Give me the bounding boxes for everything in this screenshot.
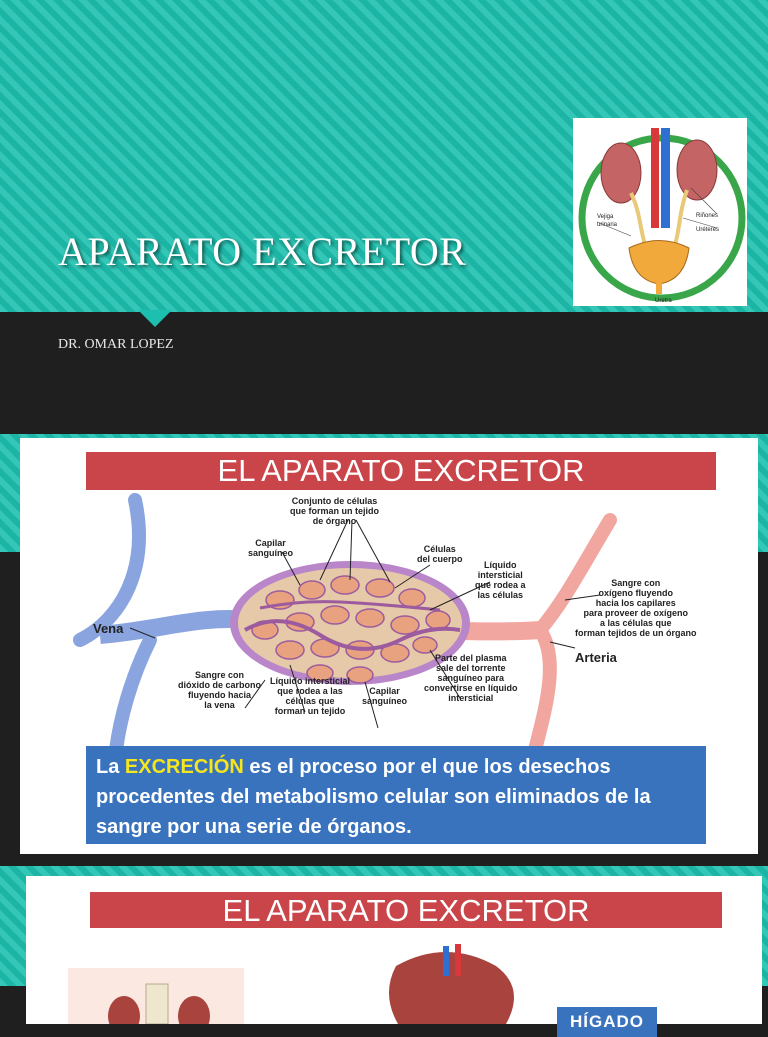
excretion-definition (86, 746, 706, 844)
definition-rest: es el proceso por el que los desechos procedentes del metabolismo celular son eliminados de la sangre por una serie de órganos. (96, 756, 651, 838)
slide3-content (26, 876, 762, 1031)
slide2-banner: EL APARATO EXCRETOR (86, 452, 716, 490)
label-liquido-top: Líquido intersticial que rodea a las células (475, 560, 526, 600)
slide2-content (20, 438, 758, 854)
slide3-illustrations (26, 876, 762, 1024)
label-conjunto-celulas: Conjunto de células que forman un tejido de órgano (290, 496, 379, 526)
excretory-system-thumbnail (573, 118, 747, 306)
author-subtitle: DR. OMAR LOPEZ (58, 337, 174, 352)
thumb-label-vejiga: Vejiga (597, 214, 614, 220)
title-slide-dark-band (0, 312, 768, 434)
higado-label: HÍGADO (557, 1007, 657, 1037)
label-sangre-oxigeno: Sangre con oxígeno fluyendo hacia los capilares para proveer de oxígeno a las células que forman tejidos de un órgano (575, 578, 697, 638)
definition-highlight: EXCRECIÓN (124, 756, 244, 778)
slide3-banner: EL APARATO EXCRETOR (90, 892, 722, 928)
title-notch (138, 310, 172, 327)
thumb-label-urinaria: urinaria (597, 222, 618, 228)
capillary-diagram (20, 490, 758, 790)
label-arteria: Arteria (575, 650, 617, 665)
thumb-label-rinones: Riñones (696, 213, 719, 219)
definition-prefix: La (96, 756, 125, 778)
page-title: APARATO EXCRETOR (58, 229, 467, 274)
label-sangre-co2: Sangre con dióxido de carbono fluyendo hacia la vena (178, 670, 262, 710)
label-celulas-cuerpo: Células del cuerpo (417, 544, 463, 564)
label-plasma: Parte del plasma sale del torrente sanguíneo para convertirse en líquido intersticial (424, 653, 518, 703)
label-capilar-top: Capilar sanguíneo (248, 538, 294, 558)
urinary-system-illustration (573, 118, 747, 306)
thumb-label-ureteres: Uréteres (696, 227, 720, 233)
label-liquido-bottom: Líquido intersticial que rodea a las células que forman un tejido (270, 676, 351, 716)
label-capilar-bottom: Capilar sanguíneo (362, 686, 408, 706)
label-vena: Vena (93, 621, 124, 636)
thumb-label-uretra: Uretra (655, 298, 672, 304)
